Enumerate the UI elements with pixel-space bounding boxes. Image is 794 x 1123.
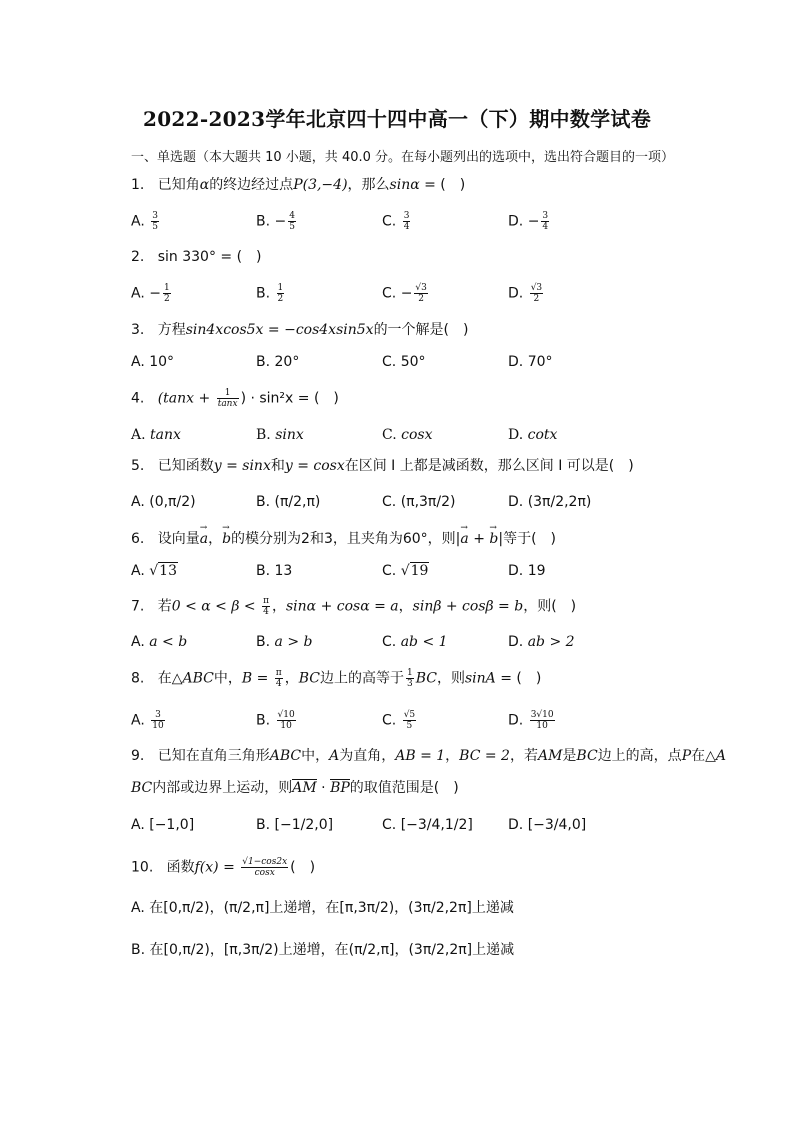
- q8-option-c[interactable]: C. $\frac{√5}{5}$: [382, 710, 416, 731]
- q7-option-c[interactable]: C. ab < 1: [382, 634, 448, 650]
- question-8: 8. 在△ABC中，B = $\frac{\pi}{4}$ ，BC边上的高等于 $\frac{1}{3}$ BC，则sinA = ( ): [131, 668, 542, 689]
- q8-option-b[interactable]: B. $\frac{√10}{10}$: [256, 710, 295, 731]
- question-9-continued: BC内部或边界上运动，则AM · BP的取值范围是( ): [131, 780, 459, 796]
- q2-option-d[interactable]: D. $\frac{√3}{2}$: [508, 283, 543, 304]
- question-10: 10. 函数f(x) = $\frac{√1-\cos 2x}{\cos x}$ ( ): [131, 857, 316, 878]
- q9-option-b[interactable]: B. [−1/2,0]: [256, 817, 334, 833]
- page-title: 2022-2023学年北京四十四中高一（下）期中数学试卷: [142, 107, 652, 131]
- q7-option-b[interactable]: B. a > b: [256, 634, 313, 650]
- question-9: 9. 已知在直角三角形ABC中，A为直角，AB = 1，BC = 2，若AM是BC边上的高，点P在△A: [131, 748, 726, 764]
- q2-option-c[interactable]: C. − $\frac{√3}{2}$: [382, 283, 427, 304]
- q1-option-b[interactable]: B. − $\frac{4}{5}$: [256, 211, 295, 232]
- q4-option-a[interactable]: A. tanx: [131, 427, 181, 443]
- section-heading: 一、单选题（本大题共 10 小题，共 40.0 分。在每小题列出的选项中，选出符合题目的一项）: [131, 150, 675, 165]
- q5-option-a[interactable]: A. (0,π/2): [131, 494, 196, 510]
- q4-option-c[interactable]: C. cosx: [382, 427, 433, 443]
- q4-option-b[interactable]: B. sinx: [256, 427, 304, 443]
- q10-option-b[interactable]: B. 在[0,π/2)，[π,3π/2)上递增，在(π/2,π]，(3π/2,2π]上递减: [131, 942, 515, 958]
- q9-option-d[interactable]: D. [−3/4,0]: [508, 817, 587, 833]
- question-6: 6. 设向量→ a，→ b的模分别为2和3，且夹角为60°，则|→ a + → b|等于( ): [131, 529, 556, 549]
- q7-option-d[interactable]: D. ab > 2: [508, 634, 575, 650]
- q3-option-a[interactable]: A. 10°: [131, 354, 175, 370]
- q7-option-a[interactable]: A. a < b: [131, 634, 188, 650]
- q5-option-d[interactable]: D. (3π/2,2π): [508, 494, 592, 510]
- q6-option-d[interactable]: D. 19: [508, 563, 546, 579]
- q3-option-b[interactable]: B. 20°: [256, 354, 300, 370]
- q1-option-a[interactable]: A. $\frac{3}{5}$: [131, 211, 158, 232]
- q8-option-d[interactable]: D. $\frac{3√10}{10}$: [508, 710, 554, 731]
- q3-option-c[interactable]: C. 50°: [382, 354, 426, 370]
- question-2: 2. sin 330° = ( ): [131, 249, 262, 265]
- q9-option-a[interactable]: A. [−1,0]: [131, 817, 195, 833]
- q6-option-b[interactable]: B. 13: [256, 563, 293, 579]
- question-3: 3. 方程sin4xcos5x = −cos4xsin5x的一个解是( ): [131, 322, 469, 338]
- question-5: 5. 已知函数y = sinx和y = cosx在区间 I 上都是减函数，那么区间 I 可以是( ): [131, 458, 634, 474]
- q9-option-c[interactable]: C. [−3/4,1/2]: [382, 817, 473, 833]
- q3-option-d[interactable]: D. 70°: [508, 354, 553, 370]
- q2-option-b[interactable]: B. $\frac{1}{2}$: [256, 283, 284, 304]
- q2-option-a[interactable]: A. − $\frac{1}{2}$: [131, 283, 170, 304]
- question-7: 7. 若0 < α < β < $\frac{\pi}{4}$ ，sinα + cosα = a，sinβ + cosβ = b，则( ): [131, 596, 577, 617]
- q6-option-a[interactable]: A. √13: [131, 563, 177, 579]
- q6-option-c[interactable]: C. √19: [382, 563, 429, 579]
- q1-option-d[interactable]: D. − $\frac{3}{4}$: [508, 211, 549, 232]
- q5-option-c[interactable]: C. (π,3π/2): [382, 494, 456, 510]
- question-1: 1. 已知角α的终边经过点P(3,−4)，那么sinα = ( ): [131, 177, 466, 193]
- q5-option-b[interactable]: B. (π/2,π): [256, 494, 321, 510]
- q8-option-a[interactable]: A. $\frac{3}{10}$: [131, 710, 164, 731]
- q10-option-a[interactable]: A. 在[0,π/2)，(π/2,π]上递增，在[π,3π/2)，(3π/2,2π]上递减: [131, 900, 514, 916]
- question-4: 4. (tanx + $\frac{1}{\tan x}$ ) · sin²x = ( ): [131, 388, 339, 409]
- q1-option-c[interactable]: C. $\frac{3}{4}$: [382, 211, 410, 232]
- q4-option-d[interactable]: D. cotx: [508, 427, 558, 443]
